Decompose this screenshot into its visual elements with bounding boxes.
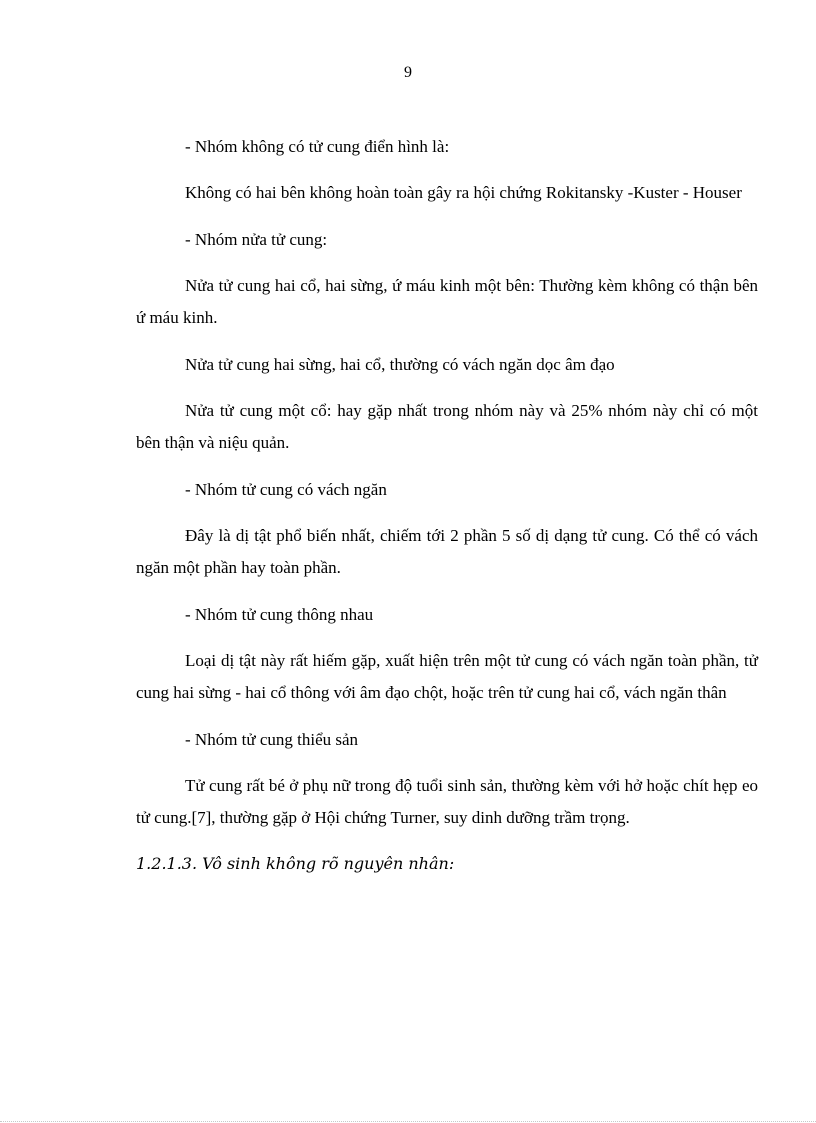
heading-no-uterus: - Nhóm không có tử cung điển hình là:	[185, 137, 450, 156]
page-bottom-border	[0, 1121, 816, 1122]
paragraph-half-uterus-two-horn: Nửa tử cung hai sừng, hai cổ, thường có vách ngăn dọc âm đạo	[185, 355, 615, 374]
paragraph-hypoplastic-uterus: Tử cung rất bé ở phụ nữ trong độ tuổi sinh sản, thường kèm với hở hoặc chít hẹp eo tử cung.[7], thường gặp ở Hội chứng Turner, suy dinh dưỡng trầm trọng.	[136, 776, 758, 827]
paragraph-septate-uterus: Đây là dị tật phổ biến nhất, chiếm tới 2 phần 5 số dị dạng tử cung. Có thể có vách ngăn một phần hay toàn phần.	[136, 526, 758, 577]
heading-communicating-uterus: - Nhóm tử cung thông nhau	[185, 605, 374, 624]
heading-half-uterus: - Nhóm nửa tử cung:	[185, 230, 328, 249]
paragraph-half-uterus-two-cervix: Nửa tử cung hai cổ, hai sừng, ứ máu kinh một bên: Thường kèm không có thận bên ứ máu kinh.	[136, 276, 758, 327]
paragraph-rokitansky: Không có hai bên không hoàn toàn gây ra hội chứng Rokitansky -Kuster - Houser	[185, 183, 742, 202]
section-heading-unexplained-infertility: 1.2.1.3. Vô sinh không rõ nguyên nhân:	[136, 854, 455, 873]
heading-hypoplastic-uterus: - Nhóm tử cung thiểu sản	[185, 730, 359, 749]
page-number: 9	[404, 64, 412, 81]
paragraph-communicating-uterus: Loại dị tật này rất hiếm gặp, xuất hiện trên một tử cung có vách ngăn toàn phần, tử cung hai sừng - hai cổ thông với âm đạo chột, hoặc trên tử cung hai cổ, vách ngăn thân	[136, 651, 758, 702]
heading-septate-uterus: - Nhóm tử cung có vách ngăn	[185, 480, 387, 499]
paragraph-half-uterus-one-cervix: Nửa tử cung một cổ: hay gặp nhất trong nhóm này và 25% nhóm này chỉ có một bên thận và niệu quản.	[136, 401, 758, 452]
page-content	[136, 131, 758, 880]
